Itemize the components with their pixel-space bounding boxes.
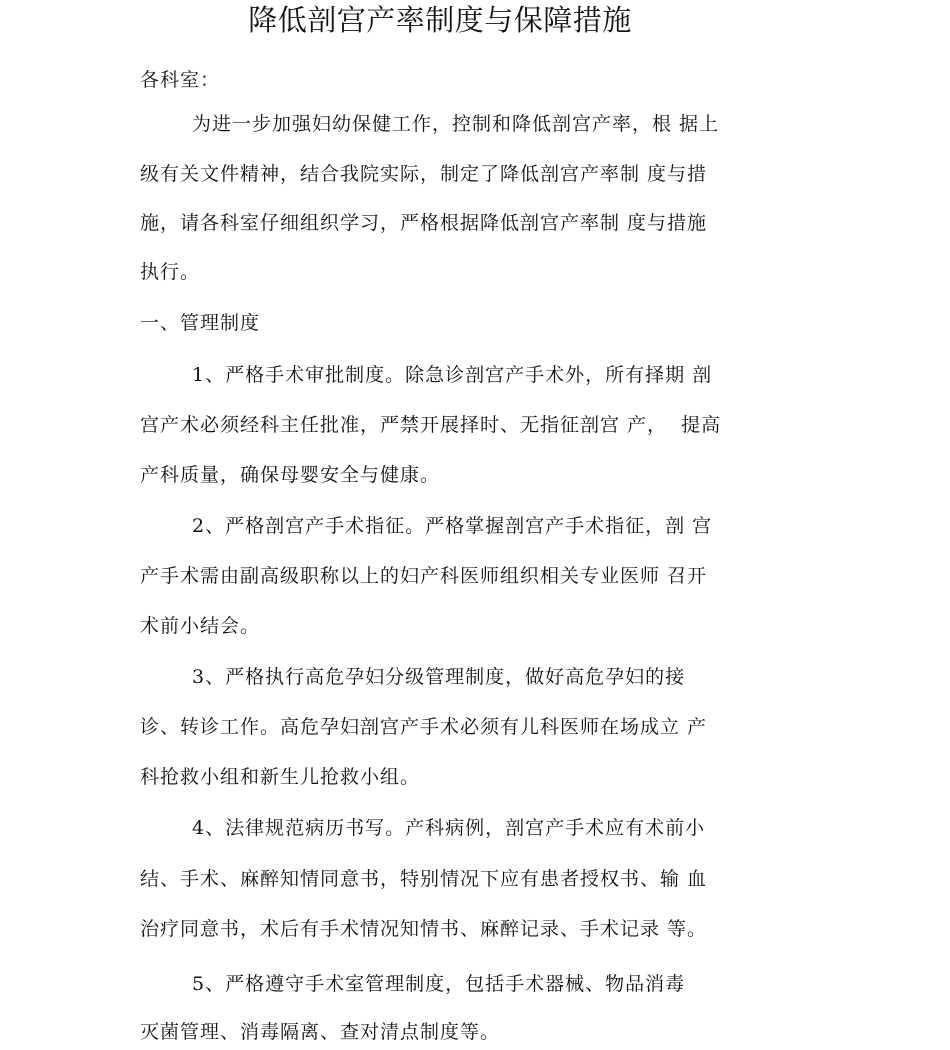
item-4-line-1: 4、法律规范病历书写。产科病例，剖宫产手术应有术前小	[192, 817, 706, 839]
section-heading: 一、管理制度	[140, 312, 261, 334]
intro-line-1: 为进一步加强妇幼保健工作，控制和降低剖宫产率，根 据上	[192, 113, 720, 135]
item-4-line-3: 治疗同意书，术后有手术情况知情书、麻醉记录、手术记录 等。	[140, 918, 708, 940]
intro-line-3: 施，请各科室仔细组织学习，严格根据降低剖宫产率制 度与措施	[140, 212, 708, 234]
intro-line-2: 级有关文件精神，结合我院实际，制定了降低剖宫产率制 度与措	[140, 163, 708, 185]
item-1-line-2: 宫产术必须经科主任批准，严禁开展择时、无指征剖宫 产， 提高	[140, 414, 722, 436]
item-5-line-1: 5、严格遵守手术室管理制度，包括手术器械、物品消毒	[192, 973, 686, 995]
item-5-line-2: 灭菌管理、消毒隔离、查对清点制度等。	[140, 1021, 501, 1043]
salutation: 各科室：	[140, 69, 221, 91]
item-1-line-3: 产科质量，确保母婴安全与健康。	[140, 464, 441, 486]
intro-line-4: 执行。	[140, 261, 201, 283]
item-2-line-1: 2、严格剖宫产手术指征。严格掌握剖宫产手术指征，剖 宫	[192, 515, 713, 537]
item-2-line-2: 产手术需由副高级职称以上的妇产科医师组织相关专业医师 召开	[140, 565, 708, 587]
item-4-line-2: 结、手术、麻醉知情同意书，特别情况下应有患者授权书、输 血	[140, 868, 708, 890]
item-2-line-3: 术前小结会。	[140, 615, 261, 637]
item-1-line-1: 1、严格手术审批制度。除急诊剖宫产手术外，所有择期 剖	[192, 364, 713, 386]
document-title: 降低剖宫产率制度与保障措施	[248, 3, 632, 37]
item-3-line-2: 诊、转诊工作。高危孕妇剖宫产手术必须有儿科医师在场成立 产	[140, 716, 708, 738]
item-3-line-3: 科抢救小组和新生儿抢救小组。	[140, 766, 421, 788]
item-3-line-1: 3、严格执行高危孕妇分级管理制度，做好高危孕妇的接	[192, 666, 686, 688]
